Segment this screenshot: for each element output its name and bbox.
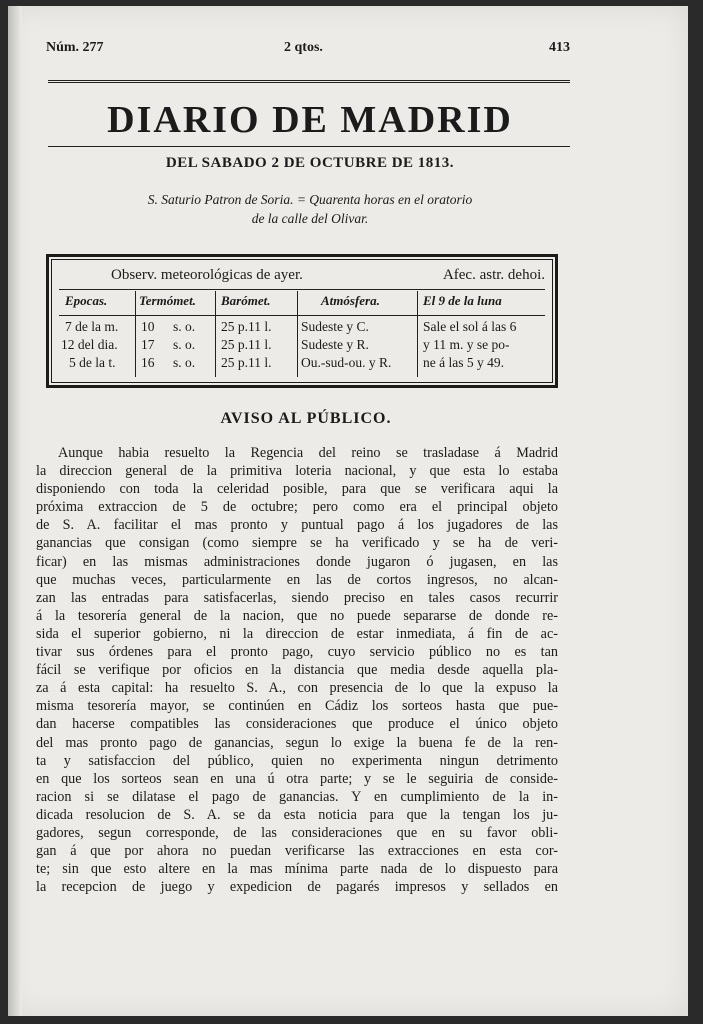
row2-term: 17 <box>141 337 155 352</box>
notice-line: de S. A. facilitar el mas pronto y puntual pago á los jugadores de las <box>36 517 558 534</box>
notice-line: del mas pronto pago de ganancias, segun lo exige la buena fe de la ren- <box>36 734 558 751</box>
row1-baro: 25 p.11 l. <box>221 319 272 334</box>
issue-date: DEL SABADO 2 DE OCTUBRE DE 1813. <box>165 155 455 171</box>
row1-luna: Sale el sol á las 6 <box>423 319 517 334</box>
saint-line-2: de la calle del Olivar. <box>251 211 369 226</box>
weather-observations-box <box>46 254 558 388</box>
columns-divider <box>59 315 545 316</box>
masthead-rule-bottom <box>48 146 570 147</box>
row3-term-unit: s. o. <box>173 355 196 370</box>
saint-line-1: S. Saturio Patron de Soria. = Quarenta horas en el oratorio <box>147 192 473 207</box>
col-termometro: Termómet. <box>139 293 196 308</box>
row3-baro: 25 p.11 l. <box>221 355 272 370</box>
notice-line: sida el superior gobierno, ni la direccion de estar inmediata, á fin de ac- <box>36 625 558 642</box>
row1-atm: Sudeste y C. <box>301 319 369 334</box>
row2-luna: y 11 m. y se po- <box>423 337 510 352</box>
notice-line: misma tesorería mayor, se continúen en Cádiz los sorteos hasta que pue- <box>36 698 558 715</box>
col-sep-3 <box>297 291 298 377</box>
notice-line: en que los sorteos sean en una ú otra parte; y se le seguiria de conside- <box>36 770 558 787</box>
issue-price: 2 qtos. <box>284 40 323 55</box>
row1-term: 10 <box>141 319 155 334</box>
col-luna: El 9 de la luna <box>423 293 502 308</box>
row3-luna: ne á las 5 y 49. <box>423 355 504 370</box>
row2-term-unit: s. o. <box>173 337 196 352</box>
row3-term: 16 <box>141 355 155 370</box>
col-atmosfera: Atmósfera. <box>321 293 380 308</box>
notice-line: zan las entradas para satisfacerlas, siendo preciso en tales casos recurrir <box>36 589 558 606</box>
saint-of-day <box>60 190 560 228</box>
notice-line: za á esta capital: ha resuelto S. A., con presencia de lo que la expuso la <box>36 680 558 697</box>
row1-epoca: 7 de la m. <box>65 319 119 334</box>
observations-divider <box>59 289 545 290</box>
page-number: 413 <box>549 40 570 55</box>
notice-line: que muchas veces, particularmente en las de cortos ingresos, no alcan- <box>36 571 558 588</box>
notice-line: á la tesorería general de la nacion, que no puede separarse de donde re- <box>36 607 558 624</box>
col-sep-4 <box>417 291 418 377</box>
row3-epoca: 5 de la t. <box>69 355 116 370</box>
astro-title: Afec. astr. dehoi. <box>442 267 545 283</box>
notice-line: ganancias que consigan (como siempre se ha verificado y se ha de veri- <box>36 535 558 552</box>
notice-line: la direccion general de la primitiva loteria nacional, y que esta lo estaba <box>36 463 558 480</box>
notice-line: disponiendo con toda la celeridad posible, para que se verificara aqui la <box>36 481 558 498</box>
notice-line: dicada resolucion de S. A. se da esta noticia para que la tengan los ju- <box>36 806 558 823</box>
masthead-rule-top <box>48 80 570 83</box>
notice-line: gan á que por ahora no puedan verificarse las extracciones en esta cor- <box>36 843 558 860</box>
notice-line: dan hacerse compatibles las consideraciones que produce el único objeto <box>36 716 558 733</box>
observations-title: Observ. meteorológicas de ayer. <box>111 267 303 283</box>
notice-line: Aunque habia resuelto la Regencia del reino se trasladase á Madrid <box>58 445 558 461</box>
notice-line: gadores, segun corresponde, de las consideraciones que en su favor obli- <box>36 824 558 841</box>
notice-line: tivar sus órdenes para el pronto pago, cuyo servicio público no es tan <box>36 644 558 661</box>
col-sep-2 <box>215 291 216 377</box>
notice-line: ficar) en las mismas administraciones donde jugaron ó jugasen, en las <box>36 553 558 570</box>
notice-line: próxima extraccion de 5 de octubre; pero como era el principal objeto <box>36 499 558 516</box>
notice-heading: AVISO AL PÚBLICO. <box>220 410 392 427</box>
row2-baro: 25 p.11 l. <box>221 337 272 352</box>
col-epocas: Epocas. <box>65 293 108 308</box>
notice-body <box>36 444 558 896</box>
notice-line: te; sin que esto altere en la mas mínima parte nada de lo dispuesto para <box>36 861 558 878</box>
col-barometro: Barómet. <box>221 293 271 308</box>
notice-line: ta y satisfaccion del público, quien no experimenta ningun detrimento <box>36 752 558 769</box>
row2-epoca: 12 del dia. <box>61 337 118 352</box>
notice-line: fácil se verifique por oficios en la distancia que media desde aquella pla- <box>36 662 558 679</box>
notice-line: racion si se dilatase el pago de ganancias. Y en cumplimiento de la in- <box>36 788 558 805</box>
newspaper-title: DIARIO DE MADRID <box>107 99 513 141</box>
col-sep-1 <box>135 291 136 377</box>
issue-number: Núm. 277 <box>46 40 104 55</box>
page-spine <box>8 6 22 1016</box>
row1-term-unit: s. o. <box>173 319 196 334</box>
notice-line: la recepcion de juego y expedicion de pagarés impresos y sellados en <box>36 879 558 896</box>
row3-atm: Ou.-sud-ou. y R. <box>301 355 392 370</box>
row2-atm: Sudeste y R. <box>301 337 369 352</box>
